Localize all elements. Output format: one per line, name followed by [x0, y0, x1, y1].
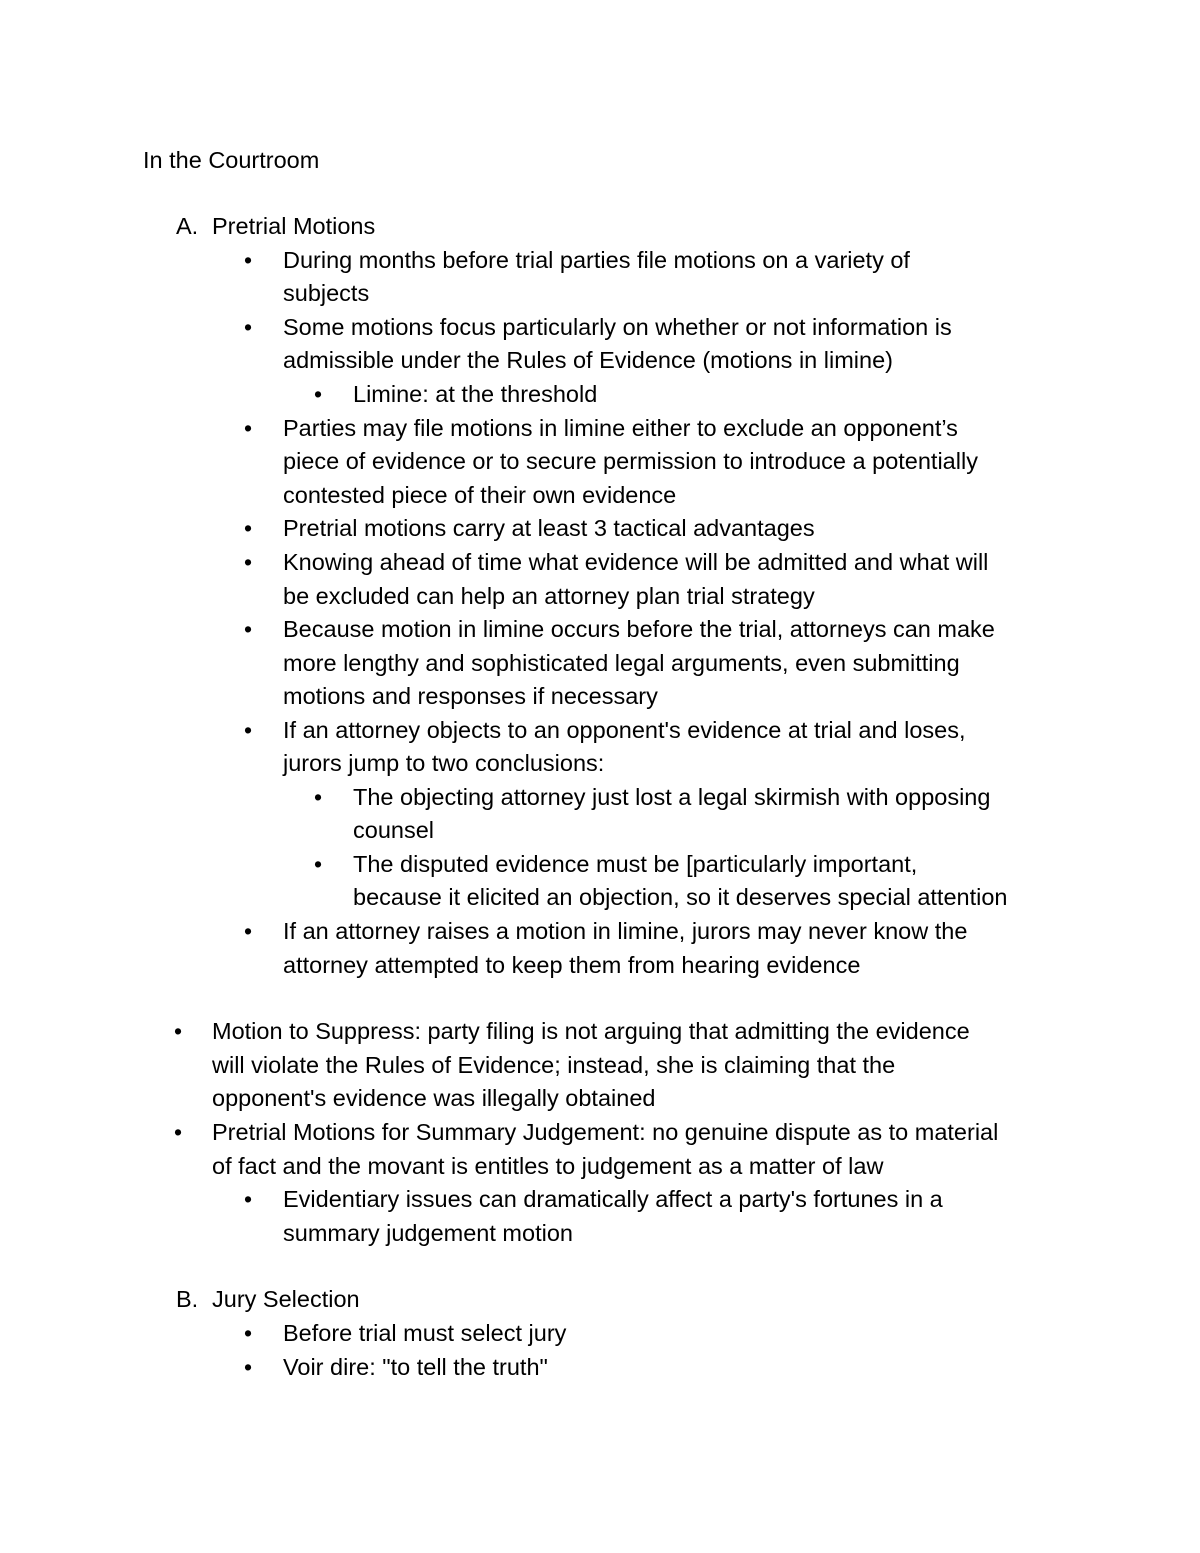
list-item-line: attorney attempted to keep them from hearing evidence	[283, 952, 861, 978]
list-item-line: admissible under the Rules of Evidence (motions in limine)	[283, 347, 893, 373]
list-item-line: contested piece of their own evidence	[283, 482, 677, 508]
bullet-icon: •	[314, 784, 323, 810]
section-a-marker: A.	[176, 213, 199, 239]
bullet-icon: •	[244, 717, 253, 743]
section-a-heading: Pretrial Motions	[212, 213, 376, 239]
list-item-line: If an attorney raises a motion in limine, jurors may never know the	[283, 918, 968, 944]
list-item-line: piece of evidence or to secure permission to introduce a potentially	[283, 448, 978, 474]
list-item-line: be excluded can help an attorney plan trial strategy	[283, 583, 815, 609]
bullet-icon: •	[174, 1018, 183, 1044]
list-item-line: If an attorney objects to an opponent's evidence at trial and loses,	[283, 717, 966, 743]
list-item-line: During months before trial parties file motions on a variety of	[283, 247, 910, 273]
list-item-line: summary judgement motion	[283, 1220, 573, 1246]
list-item-line: Before trial must select jury	[283, 1320, 567, 1346]
list-item-line: of fact and the movant is entitles to judgement as a matter of law	[212, 1153, 884, 1179]
bullet-icon: •	[244, 1320, 253, 1346]
section-b-marker: B.	[176, 1286, 199, 1312]
list-item-line: Pretrial Motions for Summary Judgement: no genuine dispute as to material	[212, 1119, 999, 1145]
bullet-icon: •	[174, 1119, 183, 1145]
list-item-line: subjects	[283, 280, 370, 306]
bullet-icon: •	[244, 616, 253, 642]
list-item-line: counsel	[353, 817, 434, 843]
list-item-line: Because motion in limine occurs before the trial, attorneys can make	[283, 616, 995, 642]
list-item-line: Pretrial motions carry at least 3 tactical advantages	[283, 515, 815, 541]
list-item-line: because it elicited an objection, so it deserves special attention	[353, 884, 1008, 910]
bullet-icon: •	[244, 415, 253, 441]
bullet-icon: •	[314, 381, 323, 407]
list-item-line: jurors jump to two conclusions:	[283, 750, 605, 776]
bullet-icon: •	[314, 851, 323, 877]
list-item-line: Parties may file motions in limine either to exclude an opponent’s	[283, 415, 958, 441]
section-b-heading: Jury Selection	[212, 1286, 360, 1312]
list-item-line: The objecting attorney just lost a legal skirmish with opposing	[353, 784, 991, 810]
bullet-icon: •	[244, 918, 253, 944]
bullet-icon: •	[244, 1186, 253, 1212]
bullet-icon: •	[244, 314, 253, 340]
list-item-line: more lengthy and sophisticated legal arguments, even submitting	[283, 650, 960, 676]
document-title: In the Courtroom	[143, 147, 320, 173]
list-item-line: opponent's evidence was illegally obtained	[212, 1085, 656, 1111]
bullet-icon: •	[244, 515, 253, 541]
list-item-line: motions and responses if necessary	[283, 683, 658, 709]
bullet-icon: •	[244, 247, 253, 273]
list-item-line: Evidentiary issues can dramatically affect a party's fortunes in a	[283, 1186, 943, 1212]
list-item-line: Some motions focus particularly on whether or not information is	[283, 314, 952, 340]
list-item-line: Voir dire: "to tell the truth"	[283, 1354, 548, 1380]
list-item-line: Motion to Suppress: party filing is not arguing that admitting the evidence	[212, 1018, 970, 1044]
list-item-line: The disputed evidence must be [particularly important,	[353, 851, 918, 877]
list-item-line: will violate the Rules of Evidence; instead, she is claiming that the	[212, 1052, 896, 1078]
list-item-line: Limine: at the threshold	[353, 381, 598, 407]
bullet-icon: •	[244, 549, 253, 575]
bullet-icon: •	[244, 1354, 253, 1380]
list-item-line: Knowing ahead of time what evidence will be admitted and what will	[283, 549, 989, 575]
